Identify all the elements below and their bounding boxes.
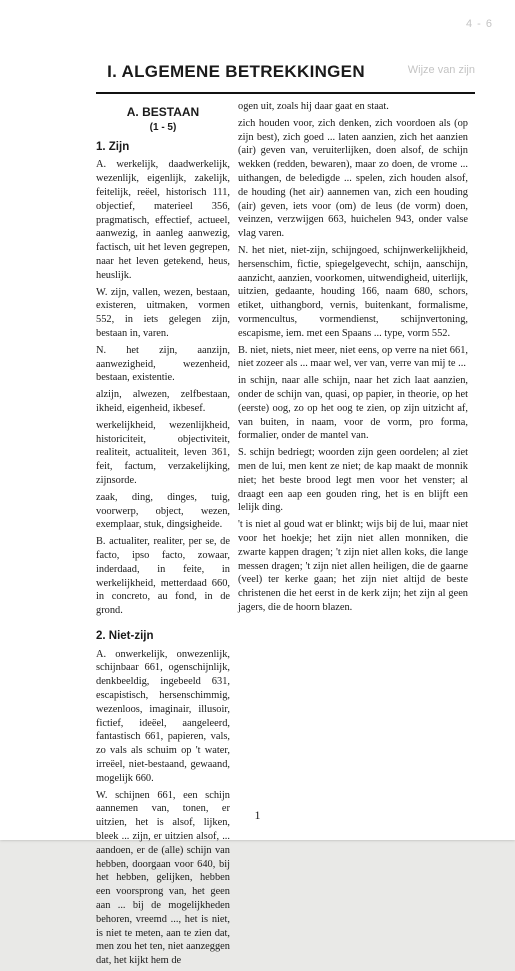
- page-number: 1: [254, 808, 261, 822]
- paragraph: 't is niet al goud wat er blinkt; wijs bij de lui, maar niet voor het hoekje; het zijn niet allen monniken, die zwarte kappen dragen; 't zijn niet allen koks, die lange messen dragen; 't zijn niet allen heiligen, die de gaarne (veel) ter kerke gaan; het zijn niet altijd de beste christenen die het eerst in de kerk zijn; het zijn al geen jagers, die de hoorn blazen.: [238, 519, 468, 613]
- paragraph: alzijn, alwezen, zelfbestaan, ikheid, eigenheid, ikbesef.: [96, 389, 230, 414]
- paragraph: zaak, ding, dinges, tuig, voorwerp, object, wezen, exemplaar, stuk, dingsigheide.: [96, 491, 230, 531]
- subsection-title-niet-zijn: 2. Niet-zijn: [96, 629, 154, 642]
- ghost-page-number: 4 - 6: [465, 18, 493, 30]
- ghost-heading: Wijze van zijn: [407, 64, 475, 76]
- paragraph: in schijn, naar alle schijn, naar het zich laat aanzien, onder de schijn van, quasi, op papier, in theorie, op het (eerste) oog, zo op het oog te zien, op zijn uitzicht af, van buiten, in naam, voor de vorm, pro forma, formalier, onder de mantel van.: [238, 375, 468, 442]
- title-rule: [96, 92, 475, 94]
- subsection-title-zijn: 1. Zijn: [96, 140, 130, 153]
- paragraph: W. zijn, vallen, wezen, bestaan, existeren, uitmaken, vormen 552, in iets gelegen zijn, bestaan in, varen.: [96, 286, 230, 339]
- paragraph: N. het niet, niet-zijn, schijngoed, schijnwerkelijkheid, hersenschim, fictie, spiegelgevecht, schijn, aanschijn, aanzicht, aanzien, voorkomen, uitwendigheid, uiterlijk, uitzien, gedaante, houding 166, naam 680, schors, etiket, uithangbord, vernis, buitenkant, formalisme, vormencultus, vormendienst, schijnvertoning, escapisme, iem. met een Spaans ... type, vorm 552.: [238, 244, 468, 339]
- chapter-title: I. ALGEMENE BETREKKINGEN: [107, 62, 365, 81]
- paragraph: W. schijnen 661, een schijn aannemen van, tonen, er uitzien, het is alsof, lijken, bleek ... zijn, er uitzien alsof, ... aandoen, er de (alle) schijn van hebben, doorgaan voor 640, bij het hebben, gelijken, hebben een voorsprong van, het geen aan ... bij de mogelijkheden behoren, vreemd ..., het is niet, is niet te meten, aan te zien dat, men zou het ten, niet aanzeggen dat, het kijkt hem de: [96, 789, 230, 967]
- left-column: [96, 100, 230, 971]
- paragraph: N. het zijn, aanzijn, aanwezigheid, wezenheid, bestaan, existentie.: [96, 344, 230, 384]
- paragraph: ogen uit, zoals hij daar gaat en staat.: [238, 101, 389, 112]
- paragraph: B. actualiter, realiter, per se, de facto, ipso facto, zowaar, inderdaad, in feite, in werkelijkheid, metterdaad 660, in concreto, au fond, in de grond.: [96, 536, 230, 617]
- paragraph: A. onwerkelijk, onwezenlijk, schijnbaar 661, ogenschijnlijk, denkbeeldig, ingebeeld 631, escapistisch, hersenschimmig, wezenloos, imaginair, illusoir, fictief, ideëel, aangeleerd, fantastisch 661, papieren, vals, zo vals als schuim op 't water, irreëel, niet-bestaand, gewaand, mogelijk 660.: [96, 648, 230, 784]
- section-range: (1 - 5): [149, 121, 177, 133]
- paragraph: A. werkelijk, daadwerkelijk, wezenlijk, eigenlijk, zakelijk, feitelijk, reëel, historisch 111, objectief, materieel 356, pragmatisch, effectief, actueel, aanwezig, in aanleg aanwezig, factisch, uit het leven gegrepen, naar het leven getekend, heus, heuslijk.: [96, 159, 230, 281]
- paragraph: S. schijn bedriegt; woorden zijn geen oordelen; al ziet men de lui, men kent ze niet; de kap maakt de monnik niet; het beste brood legt men voor het venster; al draagt een aap een gouden ring, het is en blijft een lelijk ding.: [238, 447, 468, 514]
- paragraph: zich houden voor, zich denken, zich voordoen als (op zijn best), zich goed ... laten aanzien, zich het aanzien (air) geven van, veruiterlijken, doen alsof, de schijn wekken (redden, bewaren), maar zo doen, de vrome ... uithangen, de beledigde ... spelen, zich houden alsof, de houding (het air) aannemen van, zich een houding (air) geven, iets voor (om) de leus (de vorm) doen, veinzen, verzwijgen 663, huichelen 943, onder valse vlag varen.: [238, 117, 468, 240]
- right-column: [238, 100, 468, 618]
- paragraph: werkelijkheid, wezenlijkheid, historiciteit, objectiviteit, realiteit, actualiteit, leven 361, feit, factum, verzakelijking, zijnsorde.: [96, 419, 230, 486]
- section-title: A. BESTAAN: [126, 105, 200, 119]
- paragraph: B. niet, niets, niet meer, niet eens, op verre na niet 661, niet zozeer als ... maar wel, ver van, verre van mij te ...: [238, 344, 468, 370]
